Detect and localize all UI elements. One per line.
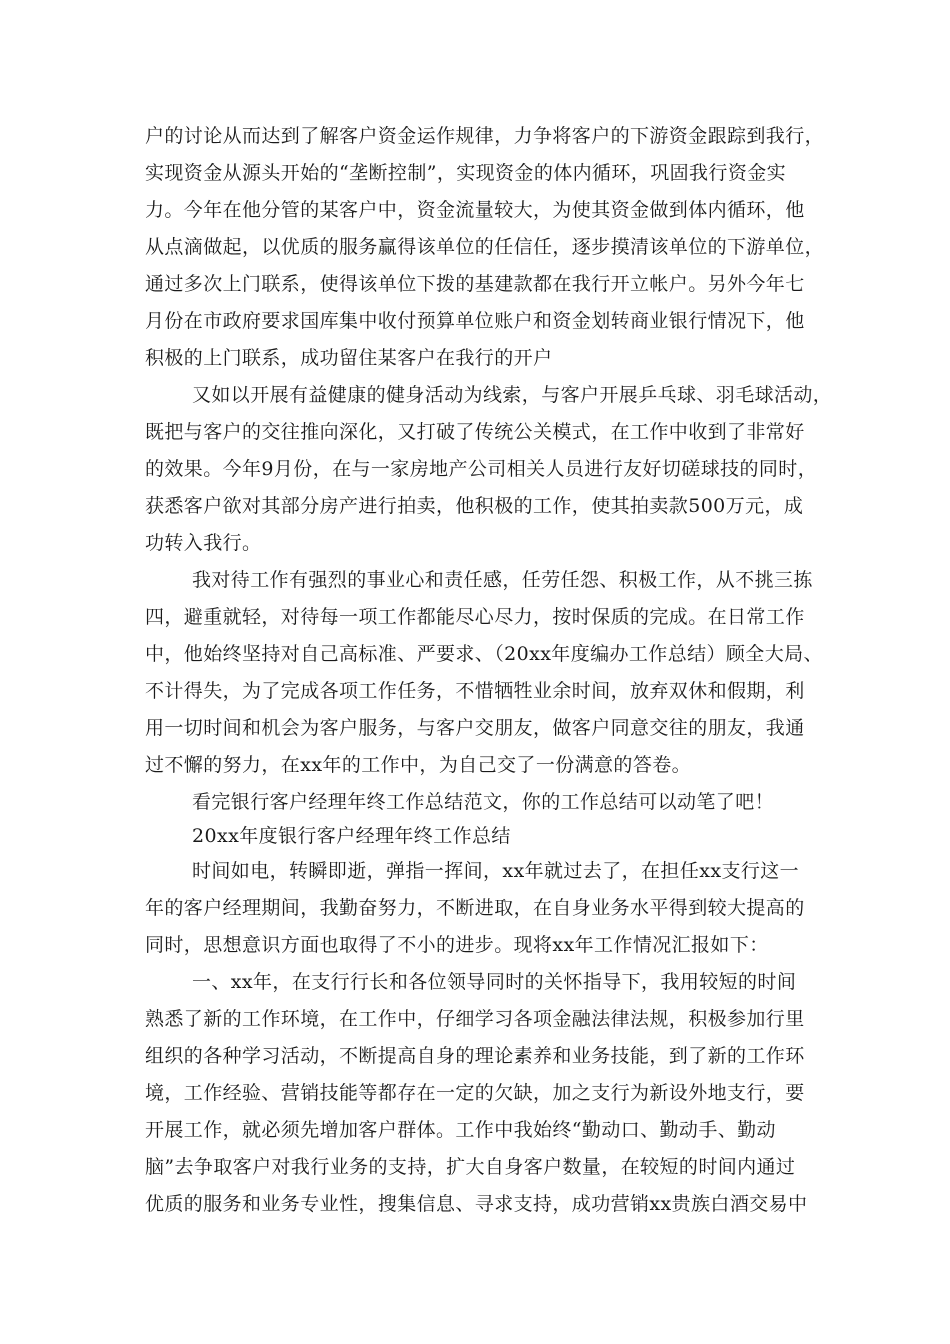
text-line: 四，避重就轻，对待每一项工作都能尽心尽力，按时保质的完成。在日常工作 bbox=[145, 606, 805, 628]
text-line: 年的客户经理期间，我勤奋努力，不断进取，在自身业务水平得到较大提高的 bbox=[145, 897, 805, 919]
text-line: 户的讨论从而达到了解客户资金运作规律，力争将客户的下游资金跟踪到我行， bbox=[145, 125, 825, 147]
text-line: 优质的服务和业务专业性，搜集信息、寻求支持，成功营销xx贵族白酒交易中 bbox=[145, 1193, 808, 1215]
text-line: 中，他始终坚持对自己高标准、严要求、（20xx年度编办工作总结）顾全大局、 bbox=[145, 643, 823, 665]
text-line: 时间如电，转瞬即逝，弹指一挥间，xx年就过去了，在担任xx支行这一 bbox=[192, 860, 800, 882]
text-line: 通过多次上门联系，使得该单位下拨的基建款都在我行开立帐户。另外今年七 bbox=[145, 273, 805, 295]
text-line: 一、xx年，在支行行长和各位领导同时的关怀指导下，我用较短的时间 bbox=[192, 971, 797, 993]
text-line: 我对待工作有强烈的事业心和责任感，任劳任怨、积极工作，从不挑三拣 bbox=[192, 569, 813, 591]
text-line: 月份在市政府要求国库集中收付预算单位账户和资金划转商业银行情况下，他 bbox=[145, 310, 805, 332]
text-line: 功转入我行。 bbox=[145, 532, 262, 554]
text-line: 既把与客户的交往推向深化，又打破了传统公关模式，在工作中收到了非常好 bbox=[145, 421, 805, 443]
section-title: 20xx年度银行客户经理年终工作总结 bbox=[192, 825, 511, 847]
text-line: 看完银行客户经理年终工作总结范文，你的工作总结可以动笔了吧！ bbox=[192, 791, 775, 813]
text-line: 用一切时间和机会为客户服务，与客户交朋友，做客户同意交往的朋友，我通 bbox=[145, 717, 805, 739]
text-line: 获悉客户欲对其部分房产进行拍卖，他积极的工作，使其拍卖款500万元，成 bbox=[145, 495, 804, 517]
text-line: 同时，思想意识方面也取得了不小的进步。现将xx年工作情况汇报如下： bbox=[145, 934, 769, 956]
text-line: 组织的各种学习活动，不断提高自身的理论素养和业务技能，到了新的工作环 bbox=[145, 1045, 805, 1067]
text-line: 开展工作，就必须先增加客户群体。工作中我始终“勤动口、勤动手、勤动 bbox=[145, 1119, 776, 1141]
text-line: 脑”去争取客户对我行业务的支持，扩大自身客户数量，在较短的时间内通过 bbox=[145, 1156, 796, 1178]
text-line: 力。今年在他分管的某客户中，资金流量较大，为使其资金做到体内循环，他 bbox=[145, 199, 805, 221]
text-line: 又如以开展有益健康的健身活动为线索，与客户开展乒乓球、羽毛球活动， bbox=[192, 384, 833, 406]
text-line: 积极的上门联系，成功留住某客户在我行的开户 bbox=[145, 347, 553, 369]
text-line: 从点滴做起，以优质的服务赢得该单位的任信任，逐步摸清该单位的下游单位， bbox=[145, 236, 825, 258]
text-line: 实现资金从源头开始的“垄断控制”，实现资金的体内循环，巩固我行资金实 bbox=[145, 162, 787, 184]
text-line: 熟悉了新的工作环境，在工作中，仔细学习各项金融法律法规，积极参加行里 bbox=[145, 1008, 805, 1030]
text-line: 境，工作经验、营销技能等都存在一定的欠缺，加之支行为新设外地支行，要 bbox=[145, 1082, 805, 1104]
text-line: 不计得失，为了完成各项工作任务，不惜牺牲业余时间，放弃双休和假期，利 bbox=[145, 680, 805, 702]
text-line: 过不懈的努力，在xx年的工作中，为自己交了一份满意的答卷。 bbox=[145, 754, 692, 776]
text-line: 的效果。今年9月份，在与一家房地产公司相关人员进行友好切磋球技的同时， bbox=[145, 458, 818, 480]
